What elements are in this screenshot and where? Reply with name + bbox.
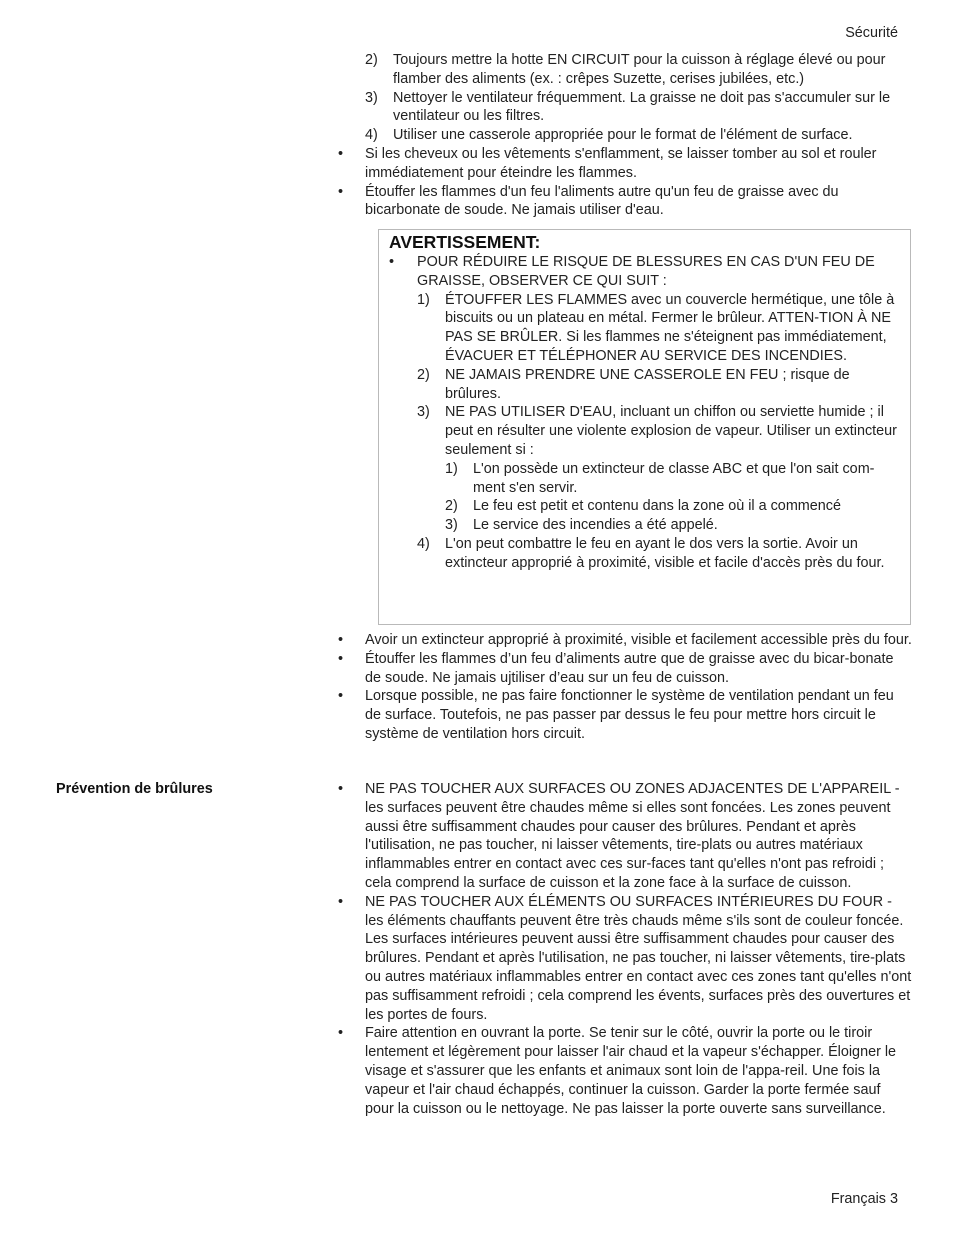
item-text: Toujours mettre la hotte EN CIRCUIT pour la cuisson à réglage élevé ou pour flamber des aliments (ex. : crêpes Suzette, cerises jubilées, etc.) xyxy=(393,52,886,87)
item-number: 3) xyxy=(417,404,430,421)
item-text: NE PAS UTILISER D'EAU, incluant un chiffon ou serviette humide ; il peut en résulter une violente explosion de vapeur. Utiliser un extincteur seulement si : xyxy=(445,404,897,458)
item-number: 1) xyxy=(445,460,458,477)
warning-title: AVERTISSEMENT: xyxy=(389,232,541,252)
bullet-mark: • xyxy=(338,781,344,797)
warning-item xyxy=(417,403,904,535)
bullet-text: NE PAS TOUCHER AUX SURFACES OU ZONES ADJACENTES DE L'APPAREIL - les surfaces peuvent être chaudes même si elles sont foncées. Les zones peuvent aussi être suffisamment chaudes pour causer des brûlures. Pendant et après l'utilisation, ne pas toucher, ni laisser vêtements, tire-plats ou autres matériaux inflammables entrer en contact avec ces sur-faces tant qu'elles n'ont pas refroidi ; cela comprend la surface de cuisson et la zone face à la surface de cuisson. xyxy=(365,781,900,891)
warning-item xyxy=(417,291,904,366)
bullet-text: Étouffer les flammes d'un feu l'aliments autre qu'un feu de graisse avec du bicarbonate de soude. Ne jamais utiliser d'eau. xyxy=(365,183,839,219)
item-text: NE JAMAIS PRENDRE UNE CASSEROLE EN FEU ; risque de brûlures. xyxy=(445,366,850,402)
bullet-text: NE PAS TOUCHER AUX ÉLÉMENTS OU SURFACES INTÉRIEURES DU FOUR - les éléments chauffants peuvent être très chauds même s'ils sont de couleur foncée. Les surfaces intérieures peuvent aussi être suffisamment chaudes pour causer des brûlures. Pendant et après l'utilisation, ne pas toucher, ni laisser vêtements, tire-plats ou autres matériaux inflammables entrer en contact avec ces zones tant qu'elles n'ont pas suffisamment refroidi ; cela comprend les évents, surfaces près des ouvertures et les portes de fours. xyxy=(365,893,912,1023)
bullet-item xyxy=(338,1024,913,1118)
bullet-mark: • xyxy=(338,893,344,910)
warning-subitem xyxy=(445,497,904,516)
warning-item xyxy=(417,535,904,573)
bullet-item xyxy=(338,183,913,221)
after-warning-list xyxy=(338,631,913,744)
item-number: 2) xyxy=(445,498,458,515)
numbered-item xyxy=(365,51,913,89)
bullet-item xyxy=(338,780,913,893)
warning-bullet-text: POUR RÉDUIRE LE RISQUE DE BLESSURES EN CAS D'UN FEU DE GRAISSE, OBSERVER CE QUI SUIT : xyxy=(417,254,875,289)
item-number: 1) xyxy=(417,291,430,308)
bullet-text: Étouffer les flammes d’un feu d’aliments autre que de graisse avec du bicar-bonate de soude. Ne jamais ujtiliser d’eau sur un feu de cuisson. xyxy=(365,650,894,686)
bullet-mark: • xyxy=(389,254,395,270)
item-text: ÉTOUFFER LES FLAMMES avec un couvercle hermétique, une tôle à biscuits ou un plateau en métal. Fermer le brûleur. ATTEN-TION À NE PAS SE BRÛLER. Si les flammes ne s'éteignent pas immédiatement, ÉVACUER ET TÉLÉPHONER AU SERVICE DES INCENDIES. xyxy=(445,291,895,364)
item-number: 3) xyxy=(445,517,458,534)
running-header: Sécurité xyxy=(845,25,898,41)
bullet-item xyxy=(338,650,913,688)
item-number: 3) xyxy=(365,89,378,106)
numbered-item xyxy=(365,89,913,127)
bullet-mark: • xyxy=(338,650,344,667)
bullet-item xyxy=(338,687,913,743)
item-number: 2) xyxy=(417,366,430,383)
bullet-mark: • xyxy=(338,632,344,648)
item-number: 4) xyxy=(365,127,378,144)
burns-list xyxy=(338,780,913,1118)
bullet-mark: • xyxy=(338,183,344,200)
bullet-mark: • xyxy=(338,688,344,705)
numbered-item xyxy=(365,126,913,145)
bullet-item xyxy=(338,145,913,183)
warning-subitem xyxy=(445,516,904,535)
bullet-text: Avoir un extincteur approprié à proximité, visible et facilement accessible près du four. xyxy=(365,632,912,648)
item-number: 4) xyxy=(417,535,430,552)
bullet-text: Faire attention en ouvrant la porte. Se tenir sur le côté, ouvrir la porte ou le tiroir lentement et légèrement pour laisser l'air chaud et la vapeur s'échapper. Éloigner le visage et s'assurer que les enfants et animaux sont loin de l'appa-reil. Une fois la vapeur et l'air chaud échappés, continuer la cuisson. Garder la porte fermée sauf pour la cuisson ou le nettoyage. Ne pas laisser la porte ouverte sans surveillance. xyxy=(365,1025,897,1117)
warning-bullet xyxy=(389,253,904,573)
bullet-item xyxy=(338,893,913,1025)
bullet-text: Lorsque possible, ne pas faire fonctionner le système de ventilation pendant un feu de surface. Toutefois, ne pas passer par dessus le feu pour mettre hors circuit le système de ventilation hors circuit. xyxy=(365,688,894,742)
bullet-text: Si les cheveux ou les vêtements s'enflamment, se laisser tomber au sol et rouler immédiatement pour éteindre les flammes. xyxy=(365,145,877,181)
section-heading: Prévention de brûlures xyxy=(56,781,213,797)
bullet-mark: • xyxy=(338,1025,344,1042)
page-footer: Français 3 xyxy=(830,1191,898,1207)
item-text: Nettoyer le ventilateur fréquemment. La graisse ne doit pas s'accumuler sur le ventilateur ou les filtres. xyxy=(393,89,891,125)
warning-item xyxy=(417,366,904,404)
item-number: 2) xyxy=(365,52,378,68)
warning-subitem xyxy=(445,460,904,498)
item-text: Le service des incendies a été appelé. xyxy=(473,517,718,534)
bullet-mark: • xyxy=(338,145,344,162)
bullet-item xyxy=(338,631,913,650)
warning-box xyxy=(378,229,911,625)
item-text: L'on peut combattre le feu en ayant le dos vers la sortie. Avoir un extincteur approprié à proximité, visible et facile d'accès près du four. xyxy=(445,535,885,571)
item-text: Le feu est petit et contenu dans la zone où il a commencé xyxy=(473,498,841,515)
item-text: L'on possède un extincteur de classe ABC et que l'on sait com-ment s'en servir. xyxy=(473,460,875,496)
top-list xyxy=(338,51,913,220)
item-text: Utiliser une casserole appropriée pour le format de l'élément de surface. xyxy=(393,127,853,144)
